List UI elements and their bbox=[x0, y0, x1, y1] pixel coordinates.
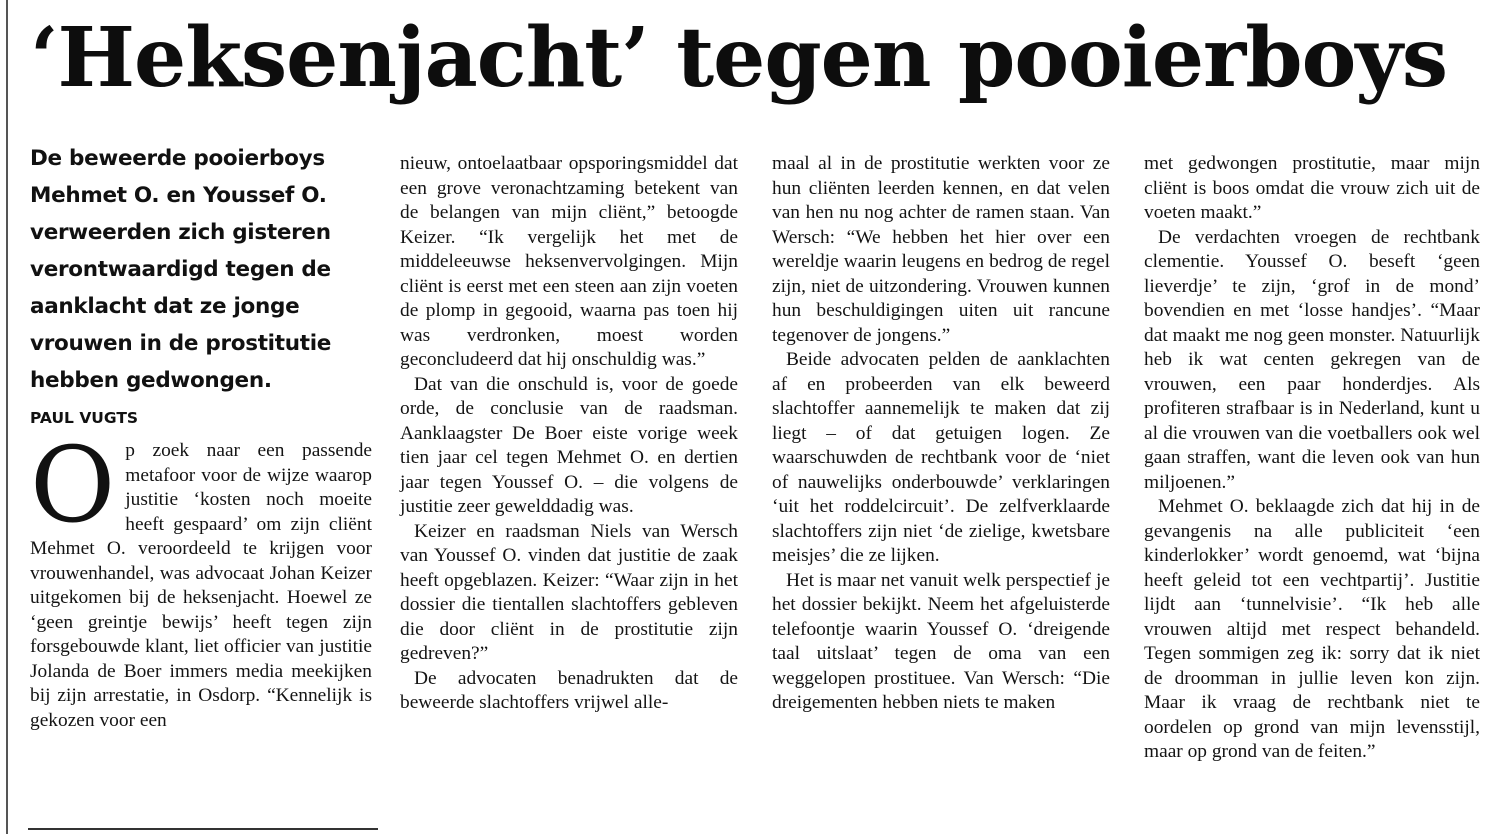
article-column-2 bbox=[400, 152, 738, 716]
drop-cap: O bbox=[30, 424, 116, 546]
article-paragraph: Keizer en raadsman Niels van Wersch van Youssef O. vinden dat justitie de zaak heeft opgeblazen. Keizer: “Waar zijn in het dossier die tientallen slachtoffers gebleven die door cliënt in de prostitutie zijn gedreven?” bbox=[400, 520, 738, 664]
article-paragraph: Dat van die onschuld is, voor de goede orde, de conclusie van de raadsman. Aanklaagster De Boer eiste vorige week tien jaar cel tegen Mehmet O. en dertien jaar tegen Youssef O. – die volgens de justitie zeer gewelddadig was. bbox=[400, 373, 738, 517]
article-paragraph: De advocaten benadrukten dat de beweerde slachtoffers vrijwel alle- bbox=[400, 667, 738, 713]
paragraph-text: p zoek naar een passende metafoor voor de wijze waarop justitie ‘kosten noch moeite heeft gespaard’ om zijn cliënt Mehmet O. veroordeeld te krijgen voor vrouwenhandel, was advocaat Johan Keizer uitgekomen bij de heksenjacht. Hoewel ze ‘geen greintje bewijs’ heeft tegen zijn forsgebouwde klant, liet officier van justitie Jolanda de Boer immers media meekijken bij zijn arrestatie, in Osdorp. “Kennelijk is gekozen voor een bbox=[30, 440, 372, 731]
article-byline: PAUL VUGTS bbox=[30, 409, 139, 427]
article-intro: De beweerde pooierboys Mehmet O. en Youssef O. verweerden zich gisteren verontwaardigd tegen de aanklacht dat ze jonge vrouwen in de prostitutie hebben gedwongen. bbox=[30, 146, 332, 393]
article-paragraph: nieuw, ontoelaatbaar opsporingsmiddel dat een grove veronachtzaming betekent van de belangen van mijn cliënt,” betoogde Keizer. “Ik vergelijk het met de middeleeuwse heksenvervolgingen. Mijn cliënt is eerst met een steen aan zijn voeten de plomp in gegooid, waarna pas toen hij was verdronken, moest worden geconcludeerd dat hij onschuldig was.” bbox=[400, 153, 738, 370]
article-headline: ‘Heksenjacht’ tegen pooierboys bbox=[30, 10, 1448, 106]
article-column-3 bbox=[772, 152, 1110, 716]
article-paragraph: Mehmet O. beklaagde zich dat hij in de gevangenis na alle publiciteit ‘een kinderlokker’ wordt genoemd, wat ‘bijna heeft geleid tot een vechtpartij’. Justitie lijdt aan ‘tunnelvisie’. “Ik heb alle vrouwen altijd met respect behandeld. Tegen sommigen zeg ik: sorry dat ik niet de droomman in jullie leven kon zijn. Maar ik vraag de rechtbank niet te oordelen op grond van mijn levensstijl, maar op grond van de feiten.” bbox=[1144, 496, 1480, 762]
article-paragraph: maal al in de prostitutie werkten voor ze hun cliënten leerden kennen, en dat velen van hen nu nog achter de ramen staan. Van Wersch: “We hebben het hier over een wereldje waarin leugens en bedrog de regel zijn, niet de uitzondering. Vrouwen kunnen hun beschuldigingen uiten uit rancune tegenover de jongens.” bbox=[772, 153, 1110, 346]
article-paragraph bbox=[30, 424, 372, 733]
article-column-1 bbox=[30, 140, 372, 733]
article-column-4 bbox=[1144, 152, 1480, 765]
page-left-rule bbox=[6, 0, 8, 834]
bottom-rule bbox=[28, 828, 378, 830]
article-paragraph: De verdachten vroegen de rechtbank clementie. Youssef O. beseft ‘geen lieverdje’ te zijn, ‘grof in de mond’ bovendien en met ‘losse handjes’. “Maar dat maakt me nog geen monster. Natuurlijk heb ik wat centen gekregen van de vrouwen, een paar honderdjes. Als profiteren strafbaar is in Nederland, kunt u al die vrouwen van die voetballers ook wel gaan straffen, want die leven ook van hun miljoenen.” bbox=[1144, 226, 1480, 493]
article-paragraph: met gedwongen prostitutie, maar mijn cliënt is boos omdat die vrouw zich uit de voeten maakt.” bbox=[1144, 153, 1480, 223]
article-paragraph: Het is maar net vanuit welk perspectief je het dossier bekijkt. Neem het afgeluisterde telefoontje waarin Youssef O. ‘dreigende taal uitslaat’ tegen de oma van een weggelopen prostituee. Van Wersch: “Die dreigementen hebben niets te maken bbox=[772, 569, 1110, 713]
article-paragraph: Beide advocaten pelden de aanklachten af en probeerden van elk beweerd slachtoffer aannemelijk te maken dat zij liegt – of dat getuigen logen. Ze waarschuwden de rechtbank voor de ‘niet of nauwelijks onderbouwde’ verklaringen ‘uit het roddelcircuit’. De zelfverklaarde slachtoffers zijn niet ‘de zielige, kwetsbare meisjes’ die ze lijken. bbox=[772, 349, 1110, 566]
